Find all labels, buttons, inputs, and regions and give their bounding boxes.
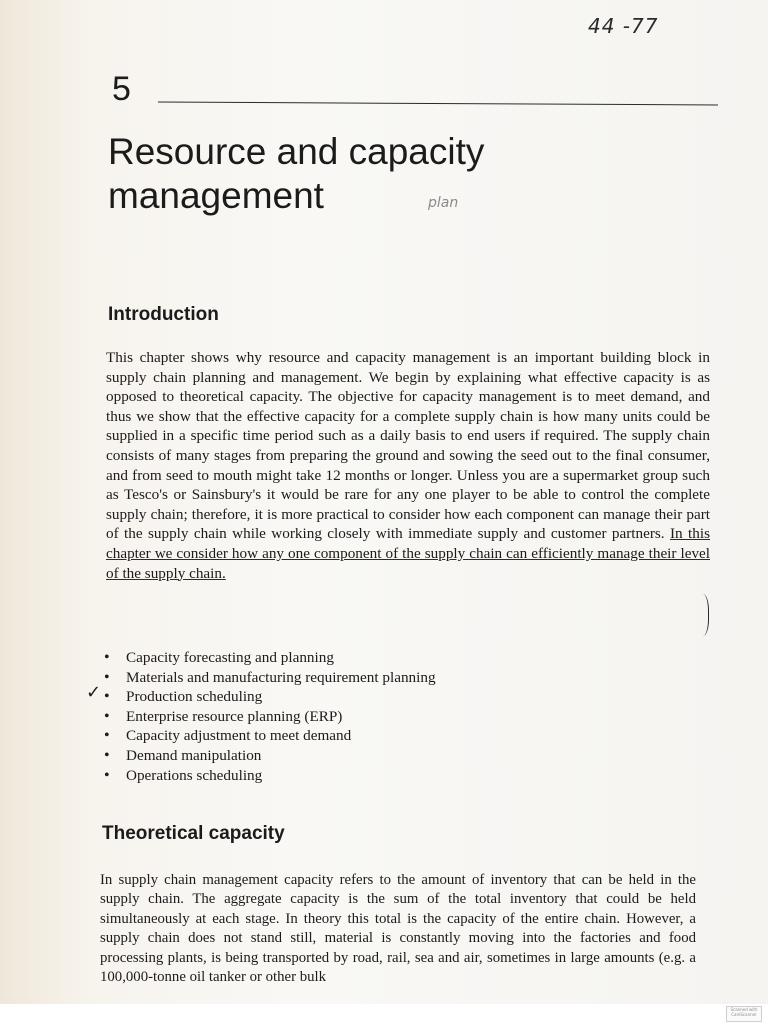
scan-footer [0,1004,768,1024]
list-item: • Capacity adjustment to meet demand [102,726,436,746]
list-item: • Enterprise resource planning (ERP) [102,707,436,727]
introduction-text: This chapter shows why resource and capacity management is an important building block in supply chain planning and management. We begin by explaining what effective capacity is as opposed to theoretical capacity. The objective for capacity management is to meet demand, and thus we show that the effective capacity for a complete supply chain is how many units could be supplied in a specific time period such as a daily basis to end users if required. The supply chain consists of many stages from preparing the ground and sowing the seed out to the final consumer, and from seed to mouth might take 12 months or longer. Unless you are a supermarket group such as Tesco's or Sainsbury's it would be rare for any one player to be able to control the complete supply chain; therefore, it is more practical to consider how each component can manage their part of the supply chain while working closely with immediate supply and customer partners. [106,349,710,543]
list-item: • Operations scheduling [102,766,436,786]
handwritten-tick: ✓ [86,682,102,703]
handwritten-plan-note: plan [428,195,459,211]
theoretical-capacity-paragraph: In supply chain management capacity refers to the amount of inventory that can be held in the supply chain. The aggregate capacity is the sum of the total inventory that could be held simultaneously at each stage. In theory this total is the capacity of the entire chain. However, a supply chain does not stand still, material is constantly moving into the factories and food processing plants, is being transported by road, rail, sea and air, sometimes in large amounts (e.g. a 100,000-tonne oil tanker or other bulk [100,872,696,986]
handwritten-page-ref: 44 -77 [588,14,659,38]
scanner-line2: CamScanner [731,1012,757,1017]
list-item: • Demand manipulation [102,746,436,766]
chapter-title-line2: management [108,175,324,216]
list-item: • Materials and manufacturing requirement planning [102,668,436,688]
chapter-number: 5 [112,70,131,108]
introduction-heading: Introduction [108,304,219,325]
chapter-title-line1: Resource and capacity [108,131,485,172]
camscanner-badge [726,1006,762,1022]
theoretical-capacity-heading: Theoretical capacity [102,823,285,844]
list-item: • Production scheduling [102,687,436,707]
list-item: • Capacity forecasting and planning [102,648,436,668]
introduction-underlined-text: In this chapter we consider how any one component of the supply chain can efficiently manage their level of the supply chain. [106,525,710,582]
scanner-line1: Scanned with [730,1007,758,1012]
